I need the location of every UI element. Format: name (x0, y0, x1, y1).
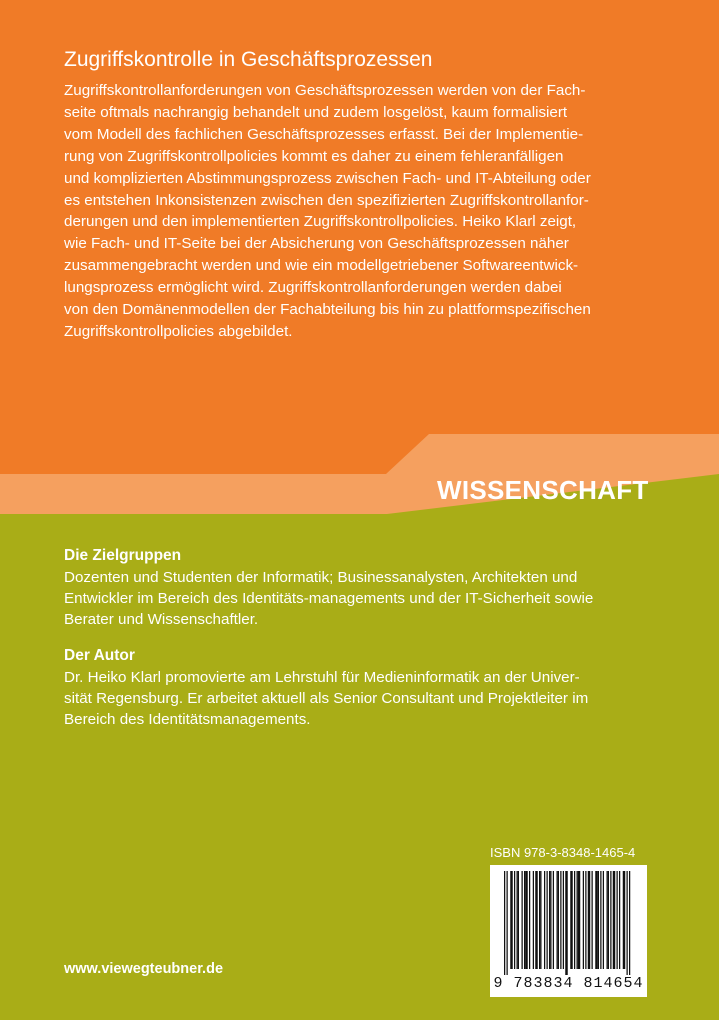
audience-line: Entwickler im Bereich des Identitäts-managements und der IT-Sicherheit sowie (64, 590, 594, 607)
barcode-bar (507, 871, 508, 975)
book-title: Zugriffskontrolle in Geschäftsprozessen (64, 48, 433, 71)
barcode-bar (627, 871, 628, 975)
barcode-bar (527, 871, 528, 969)
barcode-bar (598, 871, 599, 969)
barcode-bar (578, 871, 579, 969)
blurb-line: von den Domänenmodellen der Fachabteilung bis hin zu plattformspezifischen (64, 301, 591, 319)
blurb-line: vom Modell des fachlichen Geschäftsprozesses erfasst. Bei der Implementie- (64, 125, 584, 143)
barcode-bar (597, 871, 598, 969)
barcode-bar (539, 871, 540, 969)
series-label: WISSENSCHAFT (437, 475, 649, 505)
barcode-bar (512, 871, 513, 969)
barcode-bar (583, 871, 584, 969)
barcode-bar (595, 871, 596, 969)
barcode-bar (517, 871, 518, 969)
author-text (64, 667, 664, 730)
barcode-bar (572, 871, 573, 969)
barcode-bar (544, 871, 545, 969)
barcode-bar (560, 871, 561, 969)
barcode-digits: 9 783834 814654 (493, 975, 644, 992)
author-heading: Der Autor (64, 647, 135, 664)
barcode-bar (557, 871, 558, 969)
barcode-bar (614, 871, 615, 969)
barcode-bar (565, 871, 566, 975)
blurb-line: zusammengebracht werden und wie ein modellgetriebener Softwareentwick- (64, 257, 579, 275)
barcode-bar (585, 871, 586, 969)
barcode-bar (588, 871, 589, 969)
barcode-bar (589, 871, 590, 969)
barcode-bar (550, 871, 551, 969)
audience-heading: Die Zielgruppen (64, 547, 182, 564)
isbn-number: ISBN 978-3-8348-1465-4 (490, 845, 636, 860)
blurb-line: derungen und den implementierten Zugriffskontrollpolicies. Heiko Klarl zeigt, (64, 213, 577, 231)
barcode-bar (624, 871, 625, 969)
barcode-bar (608, 871, 609, 969)
audience-section (64, 545, 664, 630)
barcode-bar (570, 871, 571, 969)
barcode-bar (563, 871, 564, 969)
blurb-line: seite oftmals nachrangig behandelt und zudem losgelöst, kaum formalisiert (64, 103, 568, 121)
blurb-line: wie Fach- und IT-Seite bei der Absicherung von Geschäftsprozessen näher (64, 235, 569, 253)
barcode-bar (574, 871, 575, 969)
blurb-line: rung von Zugriffskontrollpolicies kommt es daher zu einem fehleranfälligen (64, 147, 564, 165)
barcode-bar (610, 871, 611, 969)
blurb-line: es entstehen Inkonsistenzen zwischen den spezifizierten Zugriffskontrollanfor- (64, 191, 589, 209)
barcode (490, 865, 647, 997)
barcode-bar (623, 871, 624, 969)
author-line: Bereich des Identitätsmanagements. (64, 711, 311, 728)
audience-line: Dozenten und Studenten der Informatik; Businessanalysten, Architekten und (64, 569, 578, 586)
book-blurb (64, 80, 664, 343)
author-section (64, 645, 664, 730)
barcode-bar (518, 871, 519, 969)
barcode-bar (592, 871, 593, 969)
barcode-bar (553, 871, 554, 969)
barcode-bar (579, 871, 580, 969)
barcode-bar (617, 871, 618, 969)
blurb-line: Zugriffskontrollanforderungen von Geschäftsprozessen werden von der Fach- (64, 82, 586, 99)
barcode-bar (525, 871, 526, 969)
author-line: sität Regensburg. Er arbeitet aktuell als Senior Consultant und Projektleiter im (64, 690, 589, 707)
barcode-bar (535, 871, 536, 969)
barcode-bar (603, 871, 604, 969)
barcode-bar (629, 871, 630, 975)
barcode-bar (558, 871, 559, 969)
barcode-bar (524, 871, 525, 969)
blurb-line: lungsprozess ermöglicht wird. Zugriffskontrollanforderungen werden dabei (64, 279, 562, 297)
barcode-bar (577, 871, 578, 969)
barcode-bar (514, 871, 515, 969)
barcode-bar (600, 871, 601, 969)
barcode-bar (619, 871, 620, 969)
barcode-bar (567, 871, 568, 975)
barcode-bar (540, 871, 541, 969)
barcode-bar (533, 871, 534, 969)
audience-line: Berater und Wissenschaftler. (64, 611, 259, 628)
barcode-bar (549, 871, 550, 969)
barcode-bar (522, 871, 523, 969)
author-line: Dr. Heiko Klarl promovierte am Lehrstuhl für Medieninformatik an der Univer- (64, 669, 580, 686)
publisher-website: www.viewegteubner.de (64, 961, 224, 977)
blurb-line: und komplizierten Abstimmungsprozess zwischen Fach- und IT-Abteilung oder (64, 169, 591, 187)
barcode-bar (613, 871, 614, 969)
blurb-line: Zugriffskontrollpolicies abgebildet. (64, 322, 293, 340)
audience-text (64, 567, 664, 630)
barcode-bar (537, 871, 538, 969)
barcode-bar (547, 871, 548, 969)
barcode-bar (504, 871, 505, 975)
barcode-bar (607, 871, 608, 969)
barcode-bar (529, 871, 530, 969)
barcode-bar (510, 871, 511, 969)
